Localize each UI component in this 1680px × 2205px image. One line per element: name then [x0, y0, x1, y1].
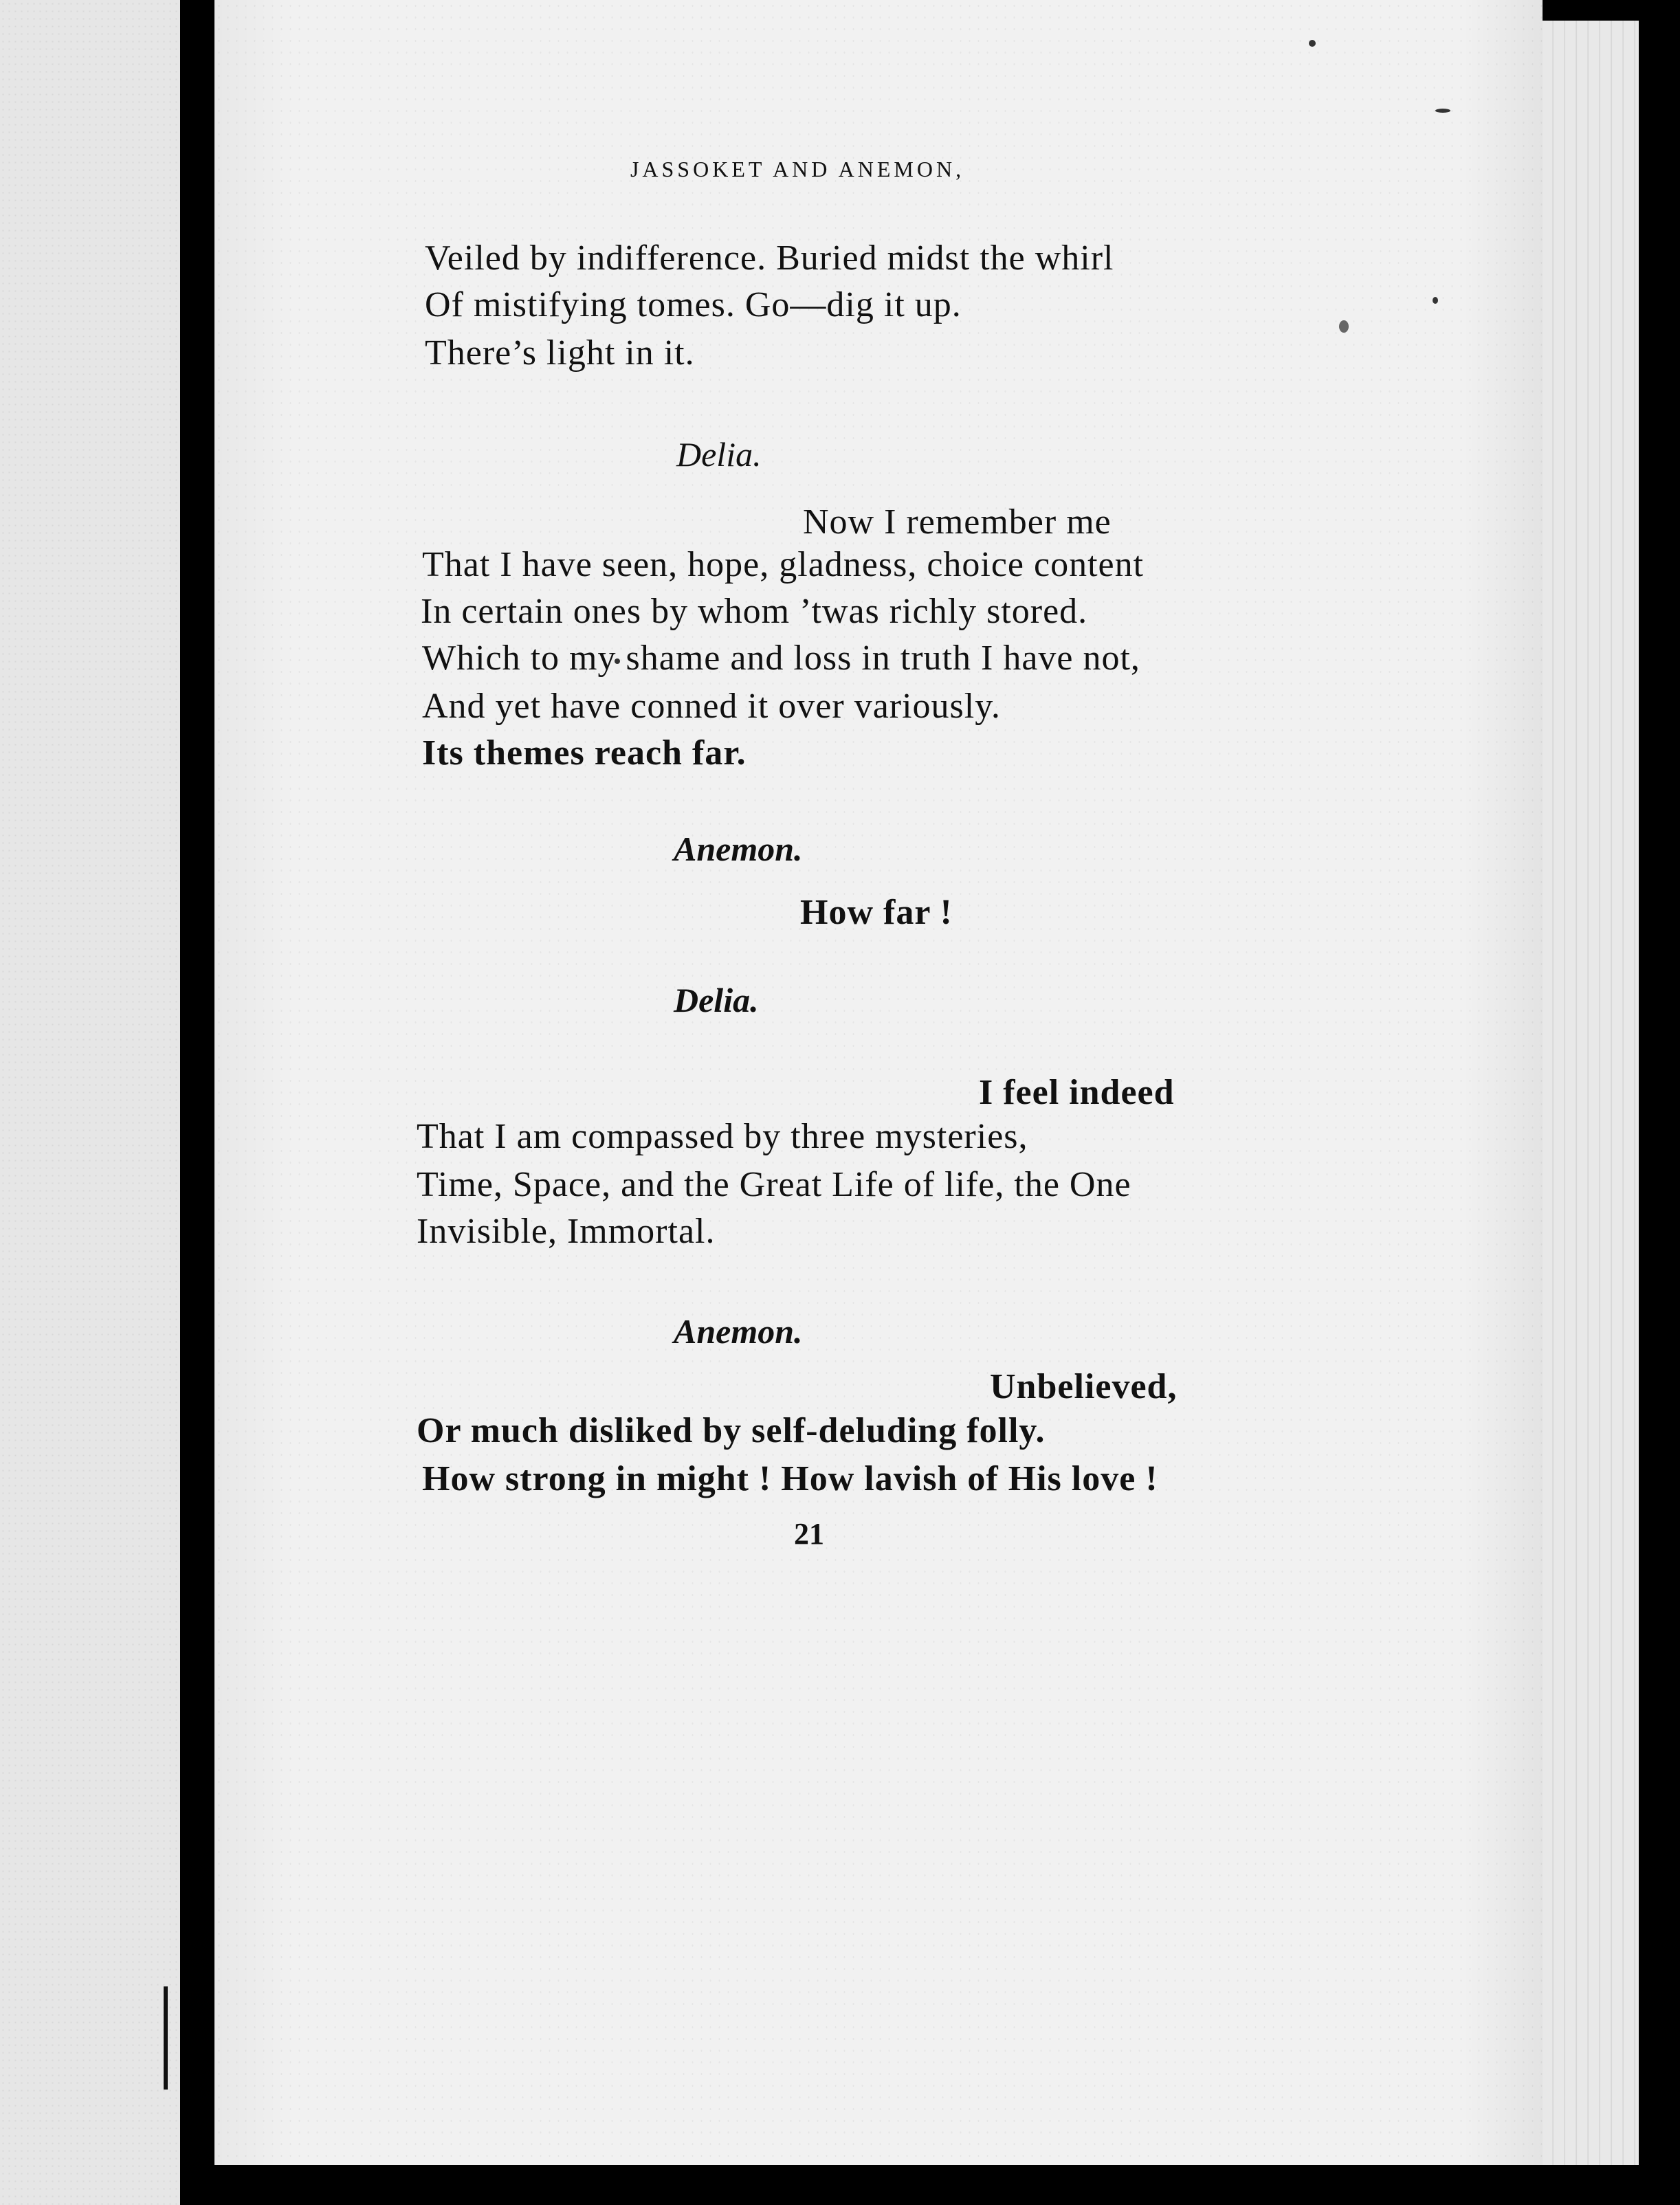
ink-speck	[1339, 320, 1349, 333]
speaker-name: Anemon.	[674, 1312, 803, 1351]
verse-line: How strong in might ! How lavish of His love !	[422, 1459, 1158, 1498]
speaker-name: Delia.	[674, 981, 759, 1019]
ink-speck	[1435, 109, 1450, 113]
verse-line: Which to my shame and loss in truth I have not,	[422, 639, 1140, 678]
binding-mark	[164, 1986, 168, 2090]
verse-line: That I have seen, hope, gladness, choice content	[422, 545, 1145, 584]
ink-speck	[1433, 297, 1438, 304]
verse-line: Veiled by indifference. Buried midst the whirl	[425, 239, 1114, 278]
verse-line: In certain ones by whom ’twas richly stored.	[421, 592, 1088, 631]
verse-line: Or much disliked by self-deluding folly.	[417, 1411, 1046, 1450]
verse-line: Now I remember me	[803, 502, 1112, 542]
page-edges	[1543, 21, 1639, 2165]
verse-line: Its themes reach far.	[422, 733, 747, 773]
verse-line: How far !	[800, 893, 953, 932]
page-number: 21	[794, 1517, 824, 1551]
speaker-name: Anemon.	[674, 830, 803, 868]
speaker-name: Delia.	[676, 435, 762, 474]
verse-line: And yet have conned it over variously.	[422, 687, 1001, 726]
verse-line: Invisible, Immortal.	[417, 1212, 716, 1251]
verse-line: That I am compassed by three mysteries,	[417, 1117, 1028, 1156]
running-head: JASSOKET AND ANEMON,	[630, 157, 965, 181]
previous-page-strip	[0, 0, 180, 2205]
verse-line: There’s light in it.	[425, 333, 695, 373]
ink-speck	[1309, 40, 1316, 47]
verse-line: Unbelieved,	[990, 1367, 1178, 1406]
scan-border	[1639, 0, 1680, 2205]
verse-line: I feel indeed	[979, 1073, 1175, 1112]
verse-line: Of mistifying tomes. Go—dig it up.	[425, 285, 962, 324]
verse-line: Time, Space, and the Great Life of life, the One	[417, 1165, 1131, 1204]
